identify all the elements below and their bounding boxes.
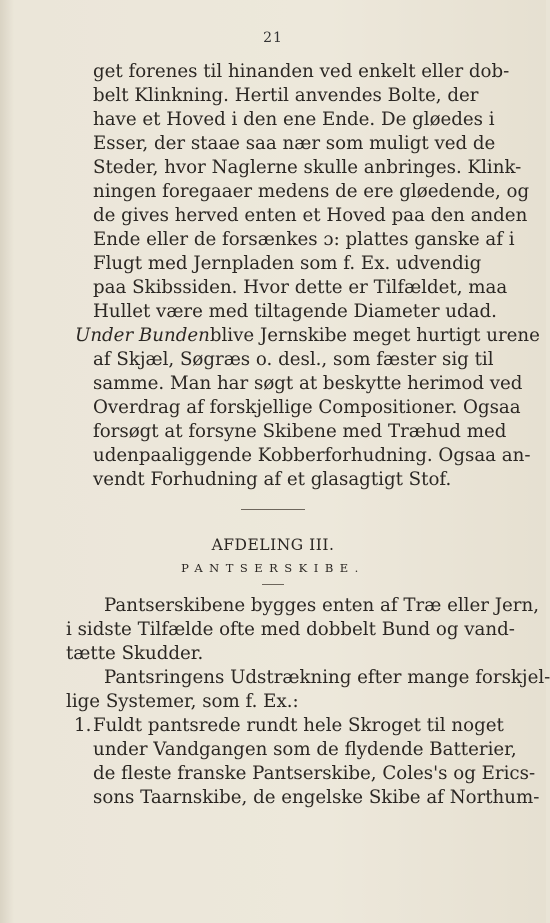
text-line [75, 324, 540, 348]
text-line: have et Hoved i den ene Ende. De gløedes i [93, 109, 495, 130]
text-line: Ende eller de forsænkes ɔ: plattes ganske af i [93, 229, 515, 250]
text-line: Pantserskibene bygges enten af Træ eller Jern, [104, 595, 539, 616]
text-line: forsøgt at forsyne Skibene med Træhud med [93, 421, 507, 442]
italic-lead: Under Bunden [75, 325, 210, 346]
text-line: Overdrag af forskjellige Compositioner. Ogsaa [93, 397, 521, 418]
text-line: af Skjæl, Søgræs o. desl., som fæster sig til [93, 349, 494, 370]
text-line: ningen foregaaer medens de ere gløedende, og [93, 181, 530, 202]
text-line: Flugt med Jernpladen som f. Ex. udvendig [93, 253, 482, 274]
text-line: i sidste Tilfælde ofte med dobbelt Bund og vand- [66, 619, 515, 640]
text-line: get forenes til hinanden ved enkelt eller dob- [93, 61, 510, 82]
text-line: belt Klinkning. Hertil anvendes Bolte, der [93, 85, 479, 106]
text-line: Esser, der staae saa nær som muligt ved de [93, 133, 496, 154]
text-fragment: blive Jernskibe meget hurtigt urene [209, 325, 540, 346]
text-line: under Vandgangen som de flydende Batterier, [93, 739, 517, 760]
text-line: Steder, hvor Naglerne skulle anbringes. Klink- [93, 157, 522, 178]
text-line: paa Skibssiden. Hvor dette er Tilfældet, maa [93, 277, 508, 298]
title-underline [262, 584, 284, 585]
text-line: vendt Forhudning af et glasagtigt Stof. [93, 469, 452, 490]
text-line: Fuldt pantsrede rundt hele Skroget til noget [93, 715, 504, 736]
section-title: PANTSERSKIBE. [181, 561, 365, 575]
text-line: de fleste franske Pantserskibe, Coles's og Erics- [93, 763, 536, 784]
text-line: tætte Skudder. [66, 643, 204, 664]
page-number: 21 [263, 30, 283, 46]
text-line: samme. Man har søgt at beskytte herimod ved [93, 373, 523, 394]
text-line: Hullet være med tiltagende Diameter udad. [93, 301, 497, 322]
division-heading: AFDELING III. [211, 536, 335, 554]
list-marker: 1. [74, 715, 92, 736]
text-line: udenpaaliggende Kobberforhudning. Ogsaa an- [93, 445, 531, 466]
text-line: sons Taarnskibe, de engelske Skibe af Northum- [93, 787, 540, 808]
text-line: Pantsringens Udstrækning efter mange forskjel- [104, 667, 550, 688]
text-line: de gives herved enten et Hoved paa den anden [93, 205, 528, 226]
section-divider [241, 509, 305, 510]
text-line: lige Systemer, som f. Ex.: [66, 691, 299, 712]
